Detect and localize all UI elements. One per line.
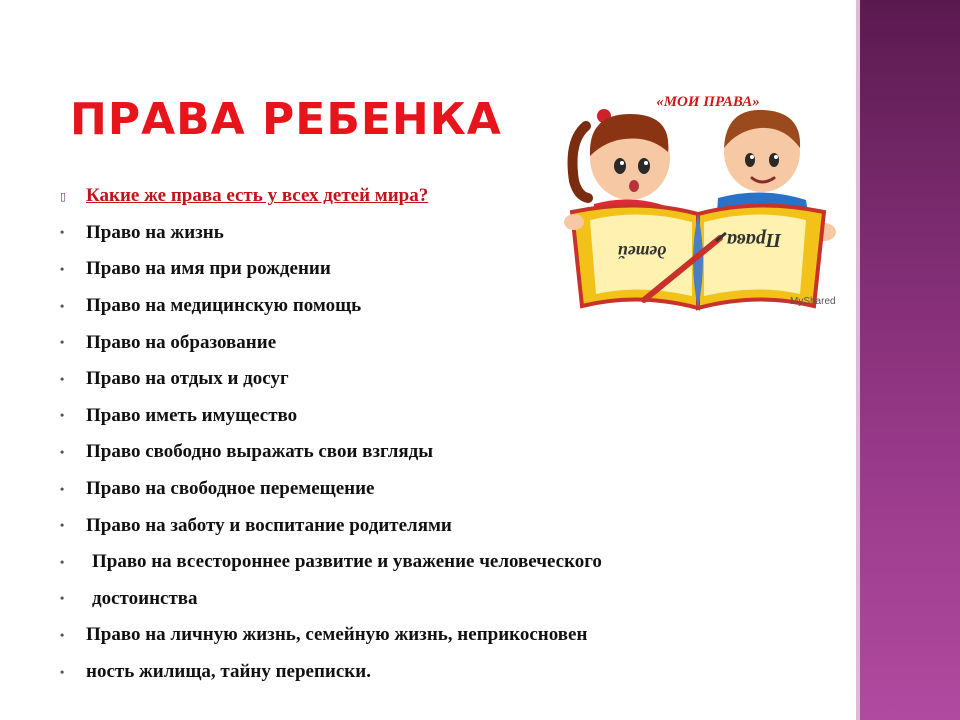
bullet-icon: • [60, 591, 65, 606]
bullet-icon: • [60, 225, 65, 240]
list-item [60, 251, 602, 288]
list-item-text: Право на жизнь [86, 221, 224, 243]
list-item [60, 324, 602, 361]
slide-title: ПРАВА РЕБЕНКА [70, 94, 502, 145]
decorative-side-band [856, 0, 960, 720]
list-item [60, 471, 602, 508]
bullet-icon: • [60, 554, 65, 569]
list-item [60, 434, 602, 471]
book-left-page-text: детей [617, 242, 667, 262]
bullet-icon: • [60, 481, 65, 496]
illustration-caption: «МОИ ПРАВА» [656, 94, 760, 110]
side-band-stripe [856, 0, 860, 720]
bullet-icon: ▯ [60, 189, 67, 203]
rights-list [60, 178, 602, 690]
list-item-question [60, 178, 602, 215]
list-item-text: Право на медицинскую помощь [86, 295, 362, 317]
list-item [60, 654, 602, 691]
list-item-text: Какие же права есть у всех детей мира? [86, 185, 429, 207]
list-item [60, 361, 602, 398]
bullet-icon: • [60, 408, 65, 423]
watermark-text: MyShared [790, 296, 836, 307]
bullet-icon: • [60, 261, 65, 276]
book-right-page-text: Права [726, 229, 782, 251]
bullet-icon: • [60, 518, 65, 533]
list-item [60, 581, 602, 618]
list-item-text: Право на имя при рождении [86, 258, 331, 280]
bullet-icon: • [60, 298, 65, 313]
bullet-icon: • [60, 664, 65, 679]
children-book-illustration [548, 86, 842, 322]
list-item [60, 398, 602, 435]
list-item [60, 215, 602, 252]
list-item-text: Право на заботу и воспитание родителями [86, 514, 452, 536]
list-item-text: Право на свободное перемещение [86, 478, 375, 500]
list-item [60, 288, 602, 325]
list-item-text: Право на личную жизнь, семейную жизнь, неприкосновен [86, 624, 588, 646]
list-item [60, 617, 602, 654]
list-item [60, 544, 602, 581]
bullet-icon: • [60, 444, 65, 459]
list-item-text: Право на образование [86, 331, 277, 353]
bullet-icon: • [60, 335, 65, 350]
list-item-text: ность жилища, тайну переписки. [86, 661, 371, 683]
list-item-text: Право иметь имущество [86, 404, 298, 426]
list-item-text: достоинства [92, 587, 198, 609]
list-item-text: Право свободно выражать свои взгляды [86, 441, 434, 463]
bullet-icon: • [60, 627, 65, 642]
bullet-icon: • [60, 371, 65, 386]
list-item-text: Право на всестороннее развитие и уважение человеческого [92, 551, 602, 573]
list-item [60, 507, 602, 544]
list-item-text: Право на отдых и досуг [86, 368, 289, 390]
